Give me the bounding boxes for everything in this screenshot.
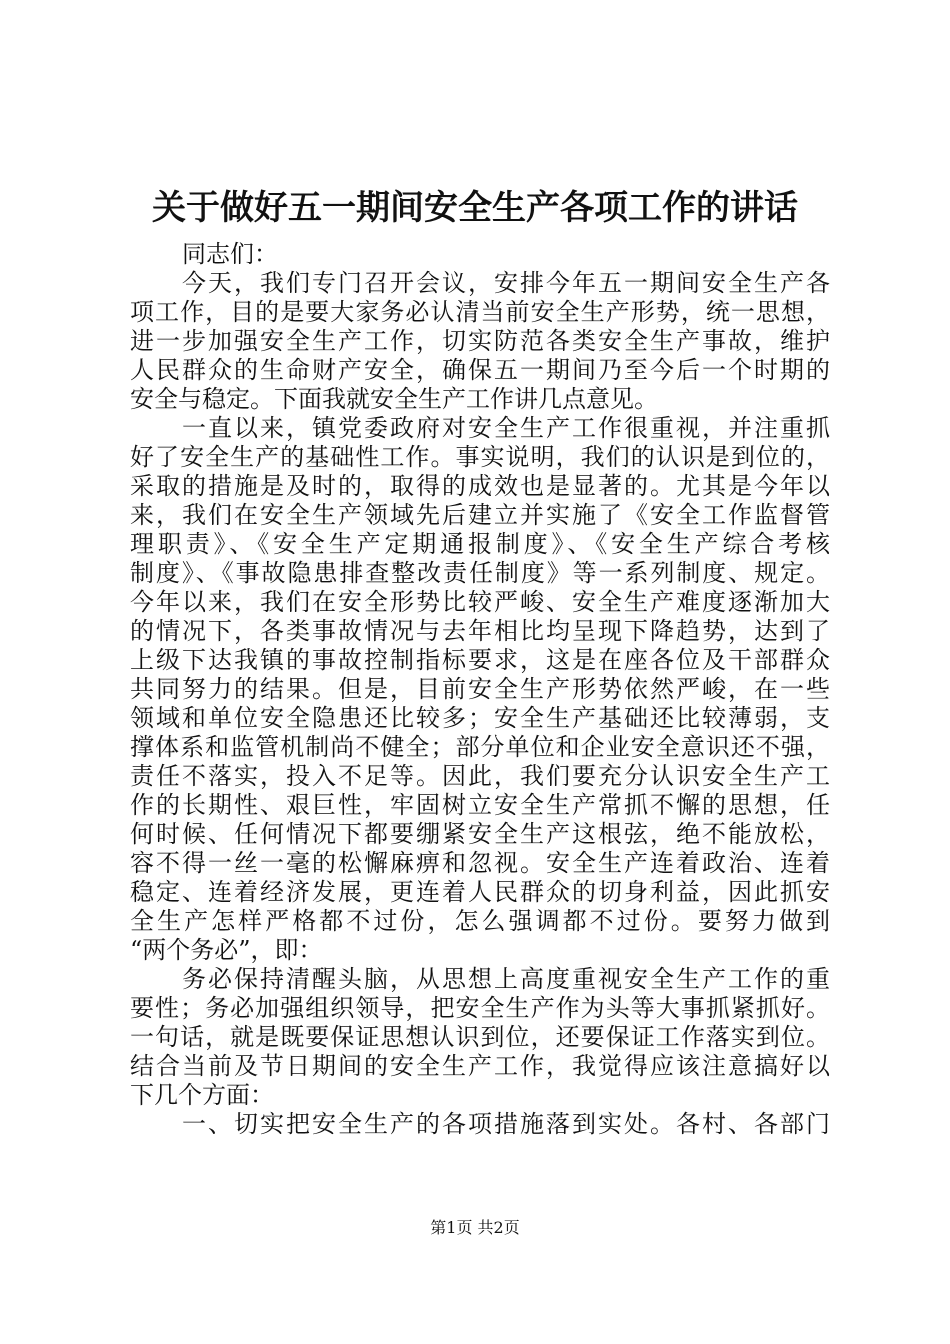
text-line: 人民群众的生命财产安全，确保五一期间乃至今后一个时期的 <box>130 356 830 384</box>
text-line: 安全与稳定。下面我就安全生产工作讲几点意见。 <box>130 385 658 413</box>
text-line: 全生产怎样严格都不过份，怎么强调都不过份。要努力做到 <box>130 907 830 935</box>
text-line: 共同努力的结果。但是，目前安全生产形势依然严峻，在一些 <box>130 675 830 703</box>
text-line: 领域和单位安全隐患还比较多；安全生产基础还比较薄弱，支 <box>130 704 830 732</box>
text-line: “两个务必”，即： <box>130 936 323 964</box>
text-line: 撑体系和监管机制尚不健全；部分单位和企业安全意识还不强， <box>130 733 830 761</box>
text-line: 何时候、任何情况下都要绷紧安全生产这根弦，绝不能放松， <box>130 820 830 848</box>
text-line: 好了安全生产的基础性工作。事实说明，我们的认识是到位的， <box>130 443 830 471</box>
text-line: 理职责》、《安全生产定期通报制度》、《安全生产综合考核 <box>130 530 830 558</box>
text-line: 一直以来，镇党委政府对安全生产工作很重视，并注重抓 <box>182 414 830 442</box>
text-line: 一句话，就是既要保证思想认识到位，还要保证工作落实到位。 <box>130 1023 830 1051</box>
text-line: 作的长期性、艰巨性，牢固树立安全生产常抓不懈的思想，任 <box>130 791 830 819</box>
text-line: 容不得一丝一毫的松懈麻痹和忽视。安全生产连着政治、连着 <box>130 849 830 877</box>
text-line: 今年以来，我们在安全形势比较严峻、安全生产难度逐渐加大 <box>130 588 830 616</box>
salutation-line: 同志们： <box>182 240 278 268</box>
text-line: 制度》、《事故隐患排查整改责任制度》等一系列制度、规定。 <box>130 559 830 587</box>
text-line: 责任不落实，投入不足等。因此，我们要充分认识安全生产工 <box>130 762 830 790</box>
text-line: 稳定、连着经济发展，更连着人民群众的切身利益，因此抓安 <box>130 878 830 906</box>
document-title: 关于做好五一期间安全生产各项工作的讲话 <box>152 188 798 228</box>
page-footer: 第1页 共2页 <box>430 1218 520 1237</box>
text-line: 今天，我们专门召开会议，安排今年五一期间安全生产各 <box>182 269 830 297</box>
text-line: 的情况下，各类事故情况与去年相比均呈现下降趋势，达到了 <box>130 617 830 645</box>
text-line: 一、切实把安全生产的各项措施落到实处。各村、各部门 <box>182 1110 830 1138</box>
text-line: 结合当前及节日期间的安全生产工作，我觉得应该注意搞好以 <box>130 1052 830 1080</box>
text-line: 要性；务必加强组织领导，把安全生产作为头等大事抓紧抓好。 <box>130 994 830 1022</box>
document-body <box>130 240 830 1139</box>
text-line: 下几个方面： <box>130 1081 274 1109</box>
text-line: 进一步加强安全生产工作，切实防范各类安全生产事故，维护 <box>130 327 830 355</box>
text-line: 来，我们在安全生产领域先后建立并实施了《安全工作监督管 <box>130 501 830 529</box>
text-line: 项工作，目的是要大家务必认清当前安全生产形势，统一思想， <box>130 298 830 326</box>
text-line: 采取的措施是及时的，取得的成效也是显著的。尤其是今年以 <box>130 472 830 500</box>
text-line: 务必保持清醒头脑，从思想上高度重视安全生产工作的重 <box>182 965 830 993</box>
text-line: 上级下达我镇的事故控制指标要求，这是在座各位及干部群众 <box>130 646 830 674</box>
